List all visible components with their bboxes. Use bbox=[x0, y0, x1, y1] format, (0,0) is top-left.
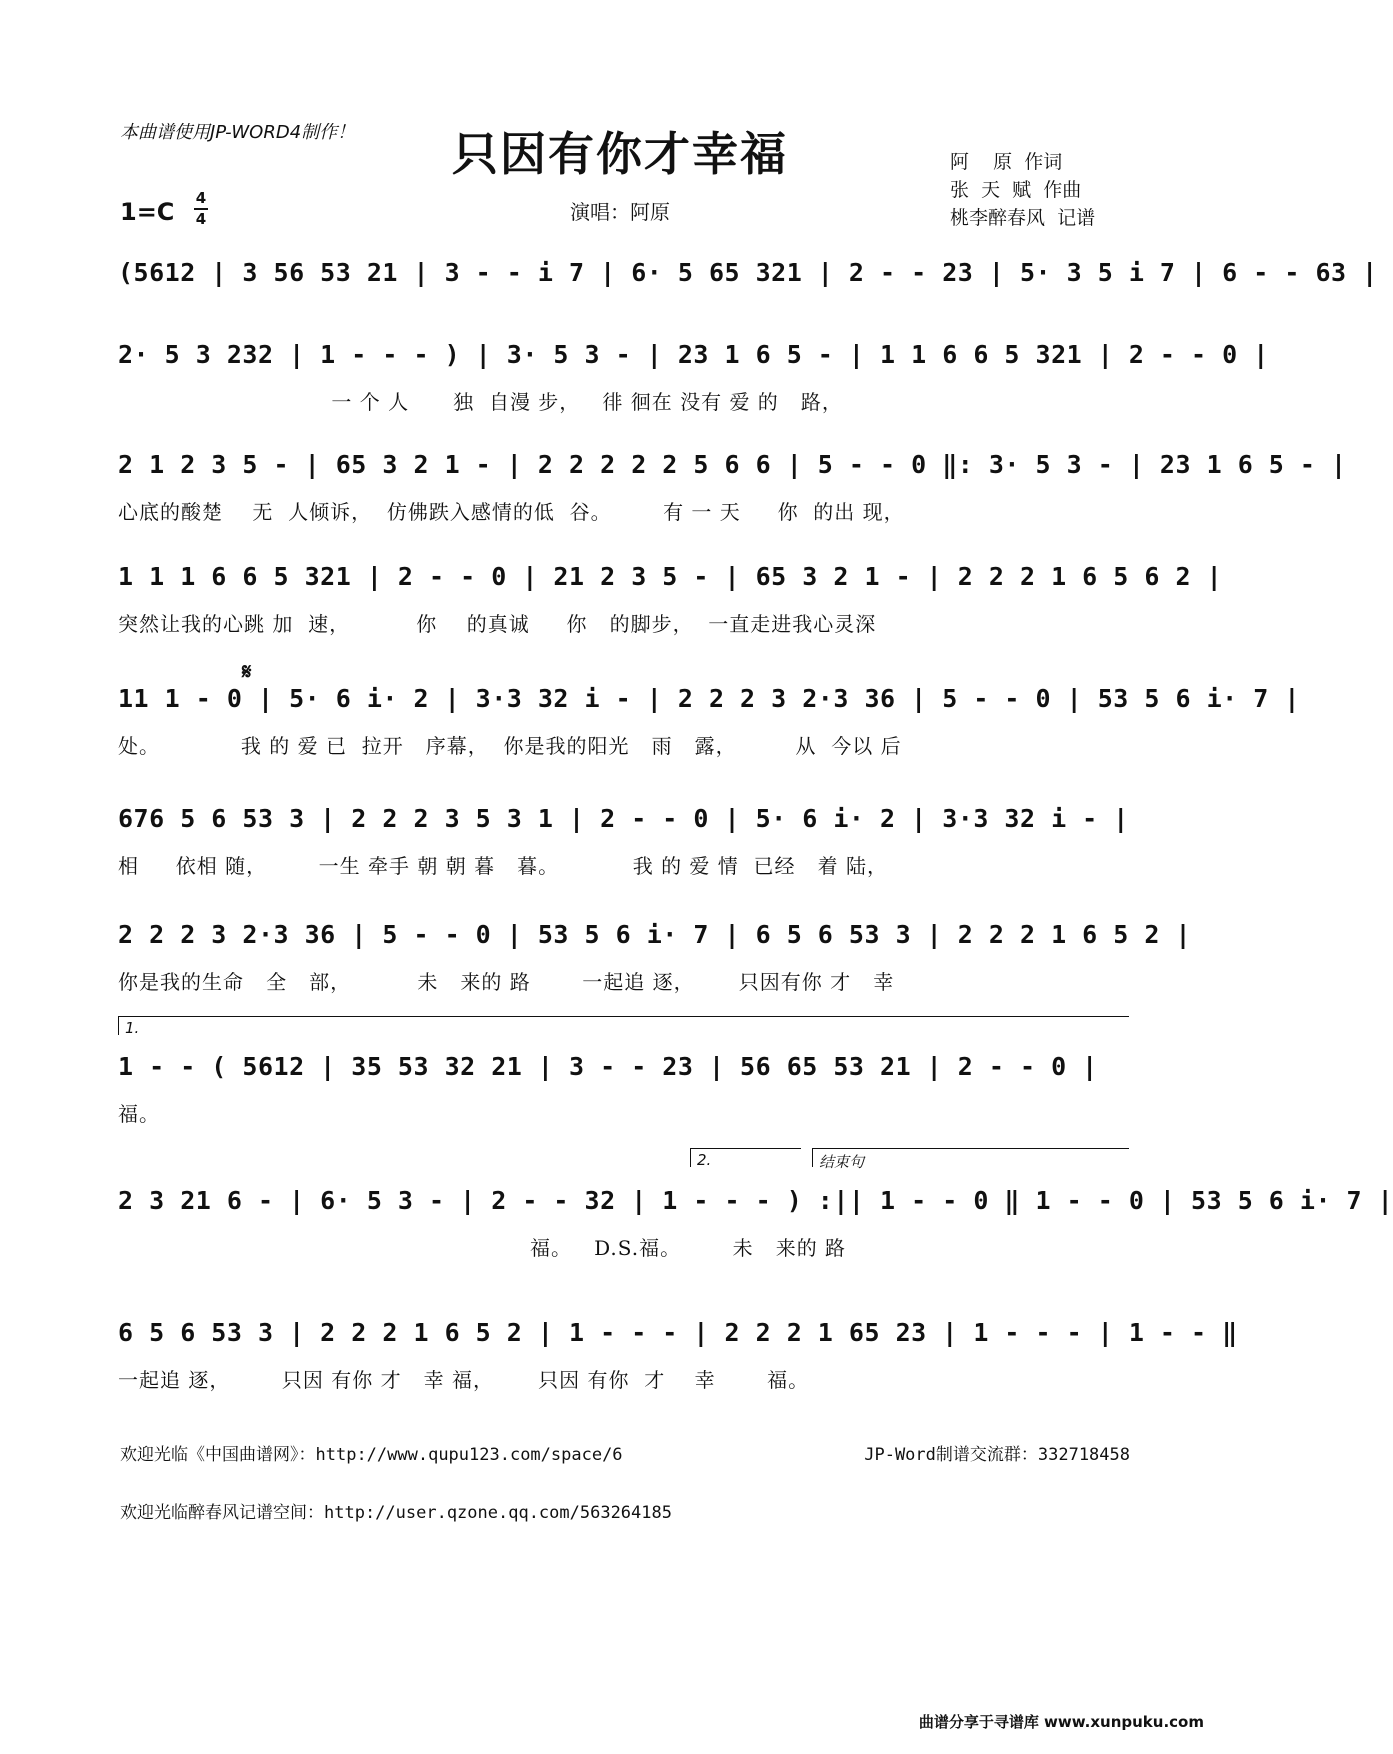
time-signature-bottom: 4 bbox=[195, 210, 207, 228]
score-line-2 bbox=[118, 340, 1269, 435]
lyrics: 你是我的生命 全 部， 未 来的 路 一起追 逐， 只因有你 才 幸 bbox=[118, 970, 895, 994]
lyrics: 福。 D.S.福。 未 来的 路 bbox=[118, 1236, 847, 1260]
first-ending-label: 1. bbox=[125, 1019, 140, 1037]
ending-phrase-label: 结束句 bbox=[819, 1153, 865, 1171]
notation: 2 1 2 3 5 - | 65 3 2 1 - | 2 2 2 2 2 5 6 6 | 5 - - 0 ‖: 3· 5 3 - | 23 1 6 5 - | bbox=[118, 450, 1347, 479]
segno-sign: 𝄋 bbox=[242, 660, 252, 685]
software-note: 本曲谱使用JP-WORD4制作！ bbox=[120, 122, 356, 143]
time-signature-top: 4 bbox=[195, 189, 207, 207]
second-ending-label: 2. bbox=[697, 1151, 712, 1169]
key-signature: 1=C bbox=[120, 198, 175, 226]
lyrics: 突然让我的心跳 加 速， 你 的真诚 你 的脚步， 一直走进我心灵深 bbox=[118, 612, 877, 636]
score-line-4 bbox=[118, 562, 1223, 657]
ending-phrase-bracket bbox=[812, 1148, 1129, 1171]
notation: 2 3 21 6 - | 6· 5 3 - | 2 - - 32 | 1 - - - ) :|| 1 - - 0 ‖ 1 - - 0 | 53 5 6 i· 7 | bbox=[118, 1186, 1393, 1215]
lyrics: 福。 bbox=[118, 1102, 160, 1126]
score-line-8 bbox=[118, 1052, 1128, 1147]
lyrics: 心底的酸楚 无 人倾诉， 仿佛跌入感情的低 谷。 有 一 天 你 的出 现， bbox=[118, 500, 905, 524]
notation: 2 2 2 3 2·3 36 | 5 - - 0 | 53 5 6 i· 7 | 6 5 6 53 3 | 2 2 2 1 6 5 2 | bbox=[118, 920, 1192, 949]
lyrics: 处。 我 的 爱 已 拉开 序幕， 你是我的阳光 雨 露， 从 今以 后 bbox=[118, 734, 902, 758]
brand-watermark: 曲谱分享于寻谱库 www.xunpuku.com bbox=[918, 1713, 1204, 1731]
notation: 676 5 6 53 3 | 2 2 2 3 5 3 1 | 2 - - 0 | 5· 6 i· 2 | 3·3 32 i - | bbox=[118, 804, 1129, 833]
second-ending-bracket bbox=[690, 1148, 801, 1167]
lyrics: 一起追 逐， 只因 有你 才 幸 福， 只因 有你 才 幸 福。 bbox=[118, 1368, 810, 1392]
score-line-10 bbox=[118, 1318, 1238, 1413]
song-title: 只因有你才幸福 bbox=[452, 127, 788, 181]
lyrics: 一 个 人 独 自漫 步， 徘 徊在 没有 爱 的 路， bbox=[118, 390, 843, 414]
score-line-1 bbox=[118, 258, 1378, 353]
lyricist-credit: 阿 原 作词 bbox=[950, 151, 1063, 173]
score-line-6 bbox=[118, 804, 1128, 899]
notation: 1 1 1 6 6 5 321 | 2 - - 0 | 21 2 3 5 - | 65 3 2 1 - | 2 2 2 1 6 5 6 2 | bbox=[118, 562, 1223, 591]
notation: 6 5 6 53 3 | 2 2 2 1 6 5 2 | 1 - - - | 2 2 2 1 65 23 | 1 - - - | 1 - - ‖ bbox=[118, 1318, 1238, 1347]
group-number-line: JP-Word制谱交流群：332718458 bbox=[864, 1445, 1130, 1465]
notation: (5612 | 3 56 53 21 | 3 - - i 7 | 6· 5 65 321 | 2 - - 23 | 5· 3 5 i 7 | 6 - - 63 | bbox=[118, 258, 1378, 287]
notation: 2· 5 3 232 | 1 - - - ) | 3· 5 3 - | 23 1 6 5 - | 1 1 6 6 5 321 | 2 - - 0 | bbox=[118, 340, 1269, 369]
site-link-line[interactable]: 欢迎光临《中国曲谱网》：http://www.qupu123.com/space/6 bbox=[120, 1445, 623, 1465]
score-line-5 bbox=[118, 684, 1300, 779]
score-line-7 bbox=[118, 920, 1192, 1015]
composer-credit: 张 天 赋 作曲 bbox=[950, 179, 1082, 201]
score-line-3 bbox=[118, 450, 1347, 545]
first-ending-bracket bbox=[118, 1016, 1129, 1035]
score-line-9 bbox=[118, 1186, 1393, 1281]
notation: 1 - - ( 5612 | 35 53 32 21 | 3 - - 23 | 56 65 53 21 | 2 - - 0 | bbox=[118, 1052, 1098, 1081]
notation: 11 1 - 0 | 5· 6 i· 2 | 3·3 32 i - | 2 2 2 3 2·3 36 | 5 - - 0 | 53 5 6 i· 7 | bbox=[118, 684, 1300, 713]
singer: 演唱：阿原 bbox=[570, 200, 670, 224]
transcriber-credit: 桃李醉春风 记谱 bbox=[950, 207, 1096, 229]
qzone-link-line[interactable]: 欢迎光临醉春风记谱空间：http://user.qzone.qq.com/563264185 bbox=[120, 1503, 672, 1523]
lyrics: 相 依相 随， 一生 牵手 朝 朝 暮 暮。 我 的 爱 情 已经 着 陆， bbox=[118, 854, 888, 878]
